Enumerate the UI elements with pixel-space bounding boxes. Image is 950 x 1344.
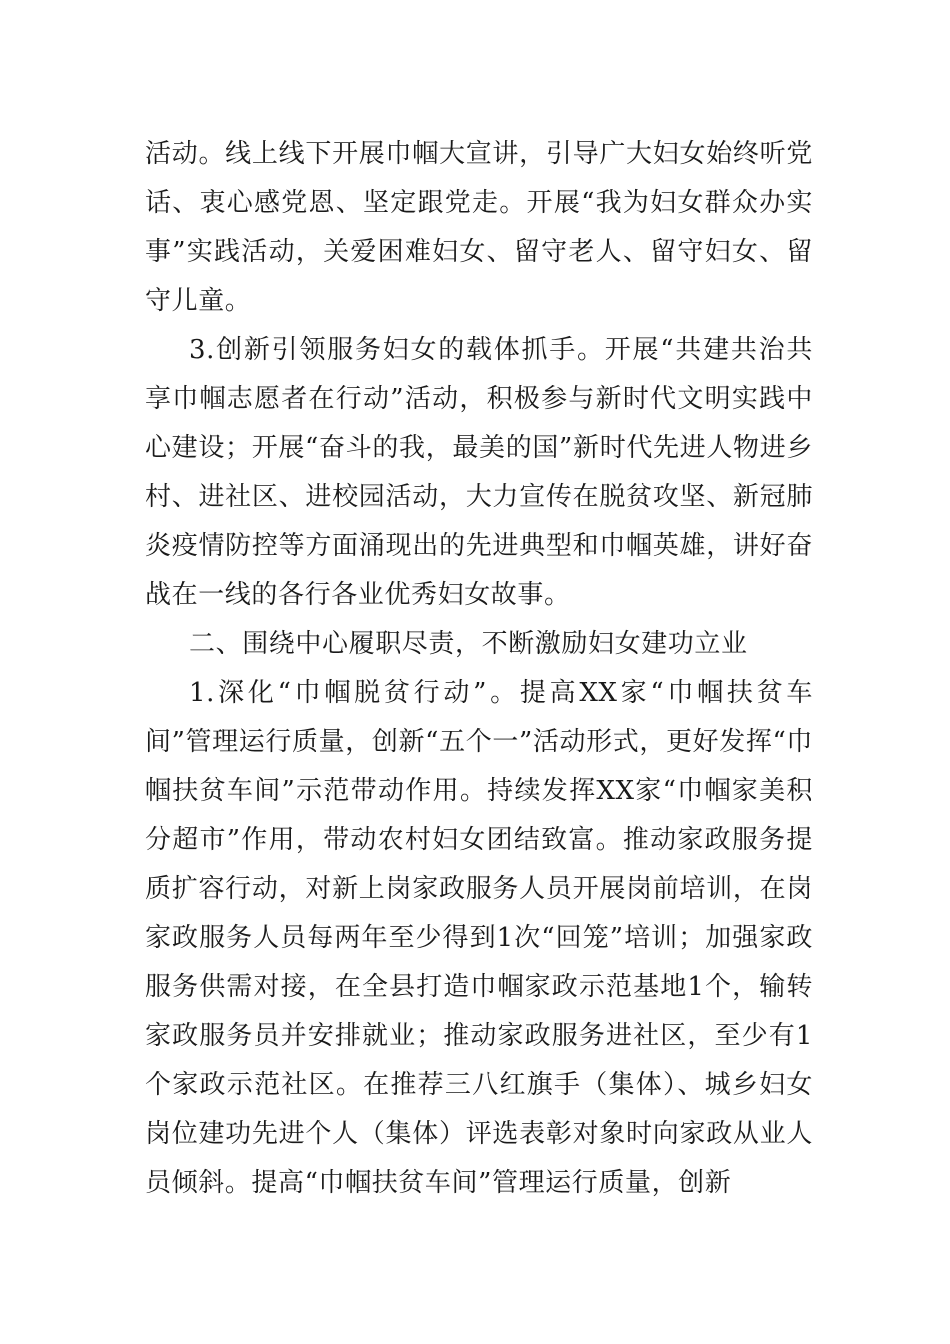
section-heading-2: 二、围绕中心履职尽责，不断激励妇女建功立业 <box>189 629 748 659</box>
paragraph-item-3: 3.创新引领服务妇女的载体抓手。开展“共建共治共享巾帼志愿者在行动”活动，积极参与新时代文明实践中心建设；开展“奋斗的我，最美的国”新时代先进人物进乡村、进社区、进校园活动，大力宣传在脱贫攻坚、新冠肺炎疫情防控等方面涌现出的先进典型和巾帼英雄，讲好奋战在一线的各行各业优秀妇女故事。 <box>145 335 813 610</box>
paragraph-item-1: 1.深化“巾帼脱贫行动”。提高XX家“巾帼扶贫车间”管理运行质量，创新“五个一”活动形式，更好发挥“巾帼扶贫车间”示范带动作用。持续发挥XX家“巾帼家美积分超市”作用，带动农村妇女团结致富。推动家政服务提质扩容行动，对新上岗家政服务人员开展岗前培训，在岗家政服务人员每两年至少得到1次“回笼”培训；加强家政服务供需对接，在全县打造巾帼家政示范基地1个，输转家政服务员并安排就业；推动家政服务进社区，至少有1个家政示范社区。在推荐三八红旗手（集体）、城乡妇女岗位建功先进个人（集体）评选表彰对象时向家政从业人员倾斜。提高“巾帼扶贫车间”管理运行质量，创新 <box>145 678 813 1198</box>
document-body <box>145 130 813 1208</box>
paragraph-continuation: 活动。线上线下开展巾帼大宣讲，引导广大妇女始终听党话、衷心感党恩、坚定跟党走。开展“我为妇女群众办实事”实践活动，关爱困难妇女、留守老人、留守妇女、留守儿童。 <box>145 139 813 316</box>
